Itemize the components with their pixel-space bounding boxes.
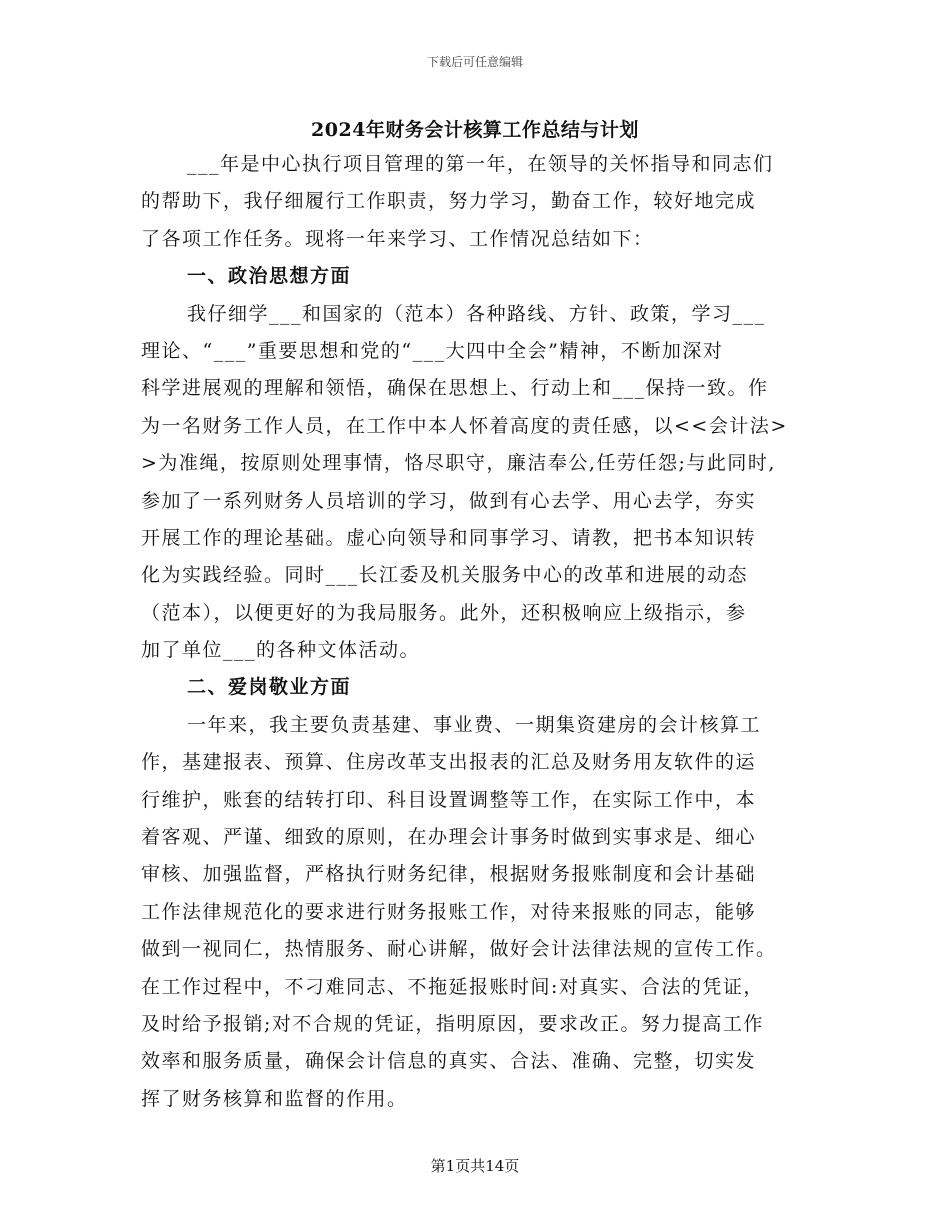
text-line: 的帮助下，我仔细履行工作职责，努力学习，勤奋工作，较好地完成 xyxy=(141,190,757,213)
text-line: 化为实践经验。同时___长江委及机关服务中心的改革和进展的动态 xyxy=(141,564,749,587)
text-line: 为一名财务工作人员，在工作中本人怀着高度的责任感，以<<会计法> xyxy=(141,414,788,437)
text-line: 挥了财务核算和监督的作用。 xyxy=(141,1087,408,1110)
text-line: 科学进展观的理解和领悟，确保在思想上、行动上和___保持一致。作 xyxy=(141,377,769,400)
text-line: 做到一视同仁，热情服务、耐心讲解，做好会计法律法规的宣传工作。 xyxy=(141,938,777,961)
text-line: 及时给予报销;对不合规的凭证，指明原因，要求改正。努力提高工作 xyxy=(141,1012,764,1035)
text-line: 一年来，我主要负责基建、事业费、一期集资建房的会计核算工 xyxy=(187,713,762,736)
text-line: 作，基建报表、预算、住房改革支出报表的汇总及财务用友软件的运 xyxy=(141,751,757,774)
text-line: 行维护，账套的结转打印、科目设置调整等工作，在实际工作中，本 xyxy=(141,788,757,811)
text-line: （范本），以便更好的为我局服务。此外，还积极响应上级指示，参 xyxy=(141,601,747,624)
text-line: 着客观、严谨、细致的原则，在办理会计事务时做到实事求是、细心 xyxy=(141,826,757,849)
text-line: 工作法律规范化的要求进行财务报账工作，对待来报账的同志，能够 xyxy=(141,900,757,923)
text-line: 理论、“___”重要思想和党的“___大四中全会”精神，不断加深对 xyxy=(141,339,724,362)
text-line: >为准绳，按原则处理事情，恪尽职守，廉洁奉公,任劳任怨;与此同时, xyxy=(141,452,776,475)
section-heading: 二、爱岗敬业方面 xyxy=(187,676,352,699)
text-line: 了各项工作任务。现将一年来学习、工作情况总结如下： xyxy=(141,227,654,250)
text-line: 在工作过程中，不刁难同志、不拖延报账时间:对真实、合法的凭证， xyxy=(141,975,764,998)
text-line: 参加了一系列财务人员培训的学习，做到有心去学、用心去学，夯实 xyxy=(141,489,757,512)
document-title: 2024年财务会计核算工作总结与计划 xyxy=(311,119,639,141)
page-header-note: 下载后可任意编辑 xyxy=(426,55,523,69)
text-line: 开展工作的理论基础。虚心向领导和同事学习、请教，把书本知识转 xyxy=(141,526,757,549)
text-line: 我仔细学___和国家的（范本）各种路线、方针、政策，学习___ xyxy=(187,302,766,325)
page-number: 第1页共14页 xyxy=(430,1157,520,1175)
document-body xyxy=(141,146,813,1118)
section-heading: 一、政治思想方面 xyxy=(187,265,352,288)
text-line: 加了单位___的各种文体活动。 xyxy=(141,639,421,662)
text-line: ___年是中心执行项目管理的第一年，在领导的关怀指导和同志们 xyxy=(187,153,774,175)
text-line: 审核、加强监督，严格执行财务纪律，根据财务报账制度和会计基础 xyxy=(141,863,757,886)
text-line: 效率和服务质量，确保会计信息的真实、合法、准确、完整，切实发 xyxy=(141,1050,757,1073)
